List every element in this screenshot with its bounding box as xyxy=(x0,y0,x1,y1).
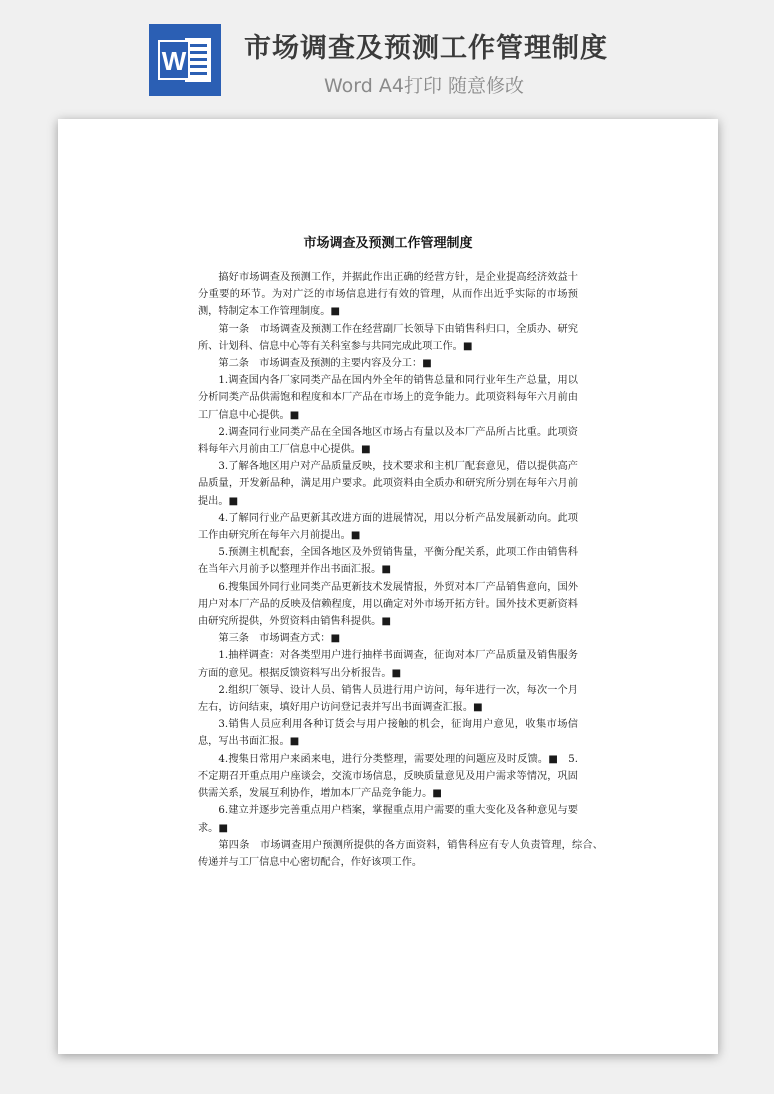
paragraph: 2.调查同行业同类产品在全国各地区市场占有量以及本厂产品所占比重。此项资料每年六月前由工厂信息中心提供。■ xyxy=(198,426,578,456)
paragraph: 1.调查国内各厂家同类产品在国内外全年的销售总量和同行业年生产总量，用以分析同类产品供需饱和程度和本厂产品在市场上的竞争能力。此项资料每年六月前由工厂信息中心提供。■ xyxy=(198,375,578,421)
page-title: 市场调查及预测工作管理制度 xyxy=(244,33,608,64)
paragraph: 第三条 市场调查方式：■ xyxy=(218,633,341,645)
paragraph: 6.建立并逐步完善重点用户档案，掌握重点用户需要的重大变化及各种意见与要求。■ xyxy=(198,805,578,834)
page-subtitle: Word A4打印 随意修改 xyxy=(324,75,525,97)
paragraph: 4.了解同行业产品更新其改进方面的进展情况，用以分析产品发展新动向。此项工作由研究所在每年六月前提出。■ xyxy=(198,512,578,542)
paragraph: 搞好市场调查及预测工作，并据此作出正确的经营方针，是企业提高经济效益十分重要的环节。为对广泛的市场信息进行有效的管理，从而作出近乎实际的市场预测，特制定本工作管理制度。■ xyxy=(198,272,578,318)
paragraph: 第四条 市场调查用户预测所提供的各方面资料，销售科应有专人负责管理，综合、传递并与工厂信息中心密切配合，作好该项工作。 xyxy=(198,839,603,868)
document-title: 市场调查及预测工作管理制度 xyxy=(303,236,473,251)
paragraph: 第二条 市场调查及预测的主要内容及分工：■ xyxy=(218,358,432,370)
document-page xyxy=(58,119,718,1054)
paragraph: 3.了解各地区用户对产品质量反映，技术要求和主机厂配套意见，借以提供高产品质量，开发新品种，满足用户要求。此项资料由全质办和研究所分别在每年六月前提出。■ xyxy=(198,461,578,507)
word-icon-letter: W xyxy=(161,46,187,76)
paragraph: 2.组织厂领导、设计人员、销售人员进行用户访问，每年进行一次，每次一个月左右，访问结束，填好用户访问登记表并写出书面调查汇报。■ xyxy=(198,684,578,714)
paragraph: 6.搜集国外同行业同类产品更新技术发展情报，外贸对本厂产品销售意向，国外用户对本厂产品的反映及信赖程度，用以确定对外市场开拓方针。国外技术更新资料由研究所提供，外贸资料由销售科提供。■ xyxy=(198,581,578,628)
document-body xyxy=(198,269,603,871)
word-icon xyxy=(149,24,221,96)
paragraph: 第一条 市场调查及预测工作在经营副厂长领导下由销售科归口，全质办、研究所、计划科、信息中心等有关科室参与共同完成此项工作。■ xyxy=(198,323,578,352)
paragraph: 5.预测主机配套，全国各地区及外贸销售量，平衡分配关系，此项工作由销售科在当年六月前予以整理并作出书面汇报。■ xyxy=(198,547,578,576)
preview-header xyxy=(0,0,774,118)
paragraph: 4.搜集日常用户来函来电，进行分类整理，需要处理的问题应及时反馈。■ 5.不定期召开重点用户座谈会，交流市场信息，反映质量意见及用户需求等情况，巩固供需关系，发展互利协作，增加本厂产品竞争能力。■ xyxy=(198,753,578,800)
paragraph: 1.抽样调查：对各类型用户进行抽样书面调查，征询对本厂产品质量及销售服务方面的意见。根据反馈资料写出分析报告。■ xyxy=(198,650,578,679)
paragraph: 3.销售人员应利用各种订货会与用户接触的机会，征询用户意见，收集市场信息，写出书面汇报。■ xyxy=(198,719,578,748)
